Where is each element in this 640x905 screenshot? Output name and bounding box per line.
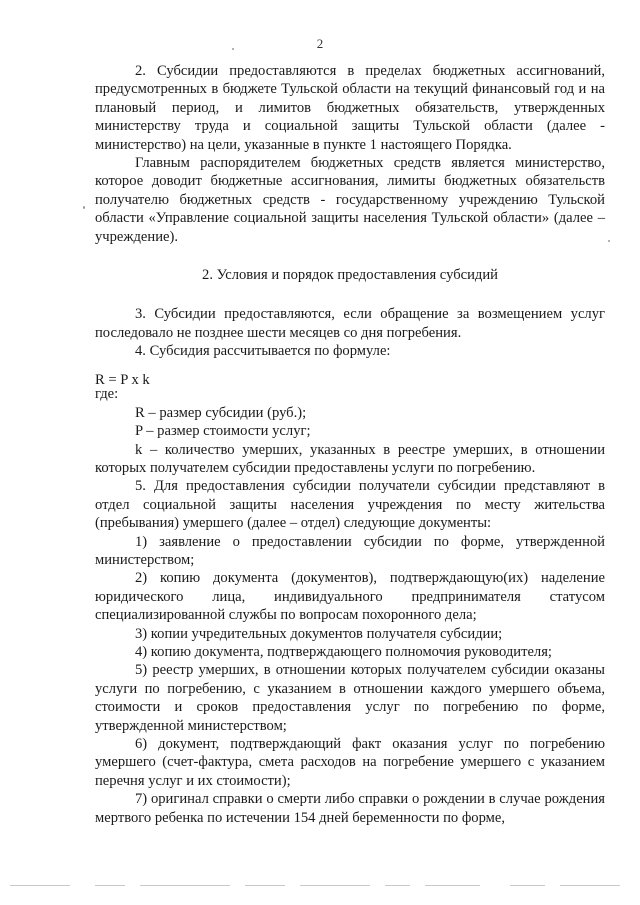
- document-item-3: 3) копии учредительных документов получателя субсидии;: [135, 625, 503, 642]
- formula: R = P x k: [95, 371, 150, 388]
- paragraph-5: 5. Для предоставления субсидии получатели субсидии представляют в отдел социальной защиты населения учреждения по месту жительства (пребывания) умершего (далее – отдел) следующие документы:: [95, 478, 605, 532]
- section-heading: 2. Условия и порядок предоставления субсидий: [202, 267, 498, 284]
- definition-p: P – размер стоимости услуг;: [135, 423, 311, 440]
- document-body: [95, 62, 605, 827]
- paragraph-2: 2. Субсидии предоставляются в пределах бюджетных ассигнований, предусмотренных в бюджете Тульской области на текущий финансовый год и на плановый период, и лимитов бюджетных обязательств, утвержденных министерству труда и социальной защиты Тульской области (далее - министерство) на цели, указанные в пункте 1 настоящего Порядка.: [95, 63, 605, 153]
- document-item-1: 1) заявление о предоставлении субсидии по форме, утвержденной министерством;: [95, 533, 605, 568]
- definition-r: R – размер субсидии (руб.);: [135, 404, 307, 421]
- scan-speck: [608, 240, 610, 242]
- scan-speck: [83, 206, 85, 209]
- definition-k: k – количество умерших, указанных в реестре умерших, в отношении которых получателем субсидии предоставлены услуги по погребению.: [95, 441, 605, 476]
- formula-where: где:: [95, 385, 119, 402]
- document-item-7: 7) оригинал справки о смерти либо справки о рождении в случае рождения мертвого ребенка по истечении 154 дней беременности по форме,: [95, 791, 605, 826]
- paragraph-4: 4. Субсидия рассчитывается по формуле:: [135, 343, 391, 360]
- scan-footer-artifacts: [0, 883, 640, 889]
- page-number: 2: [316, 36, 324, 51]
- paragraph-3: 3. Субсидии предоставляются, если обращение за возмещением услуг последовало не позднее шести месяцев со дня погребения.: [95, 306, 605, 341]
- document-item-2: 2) копию документа (документов), подтверждающую(их) наделение юридического лица, индивидуального предпринимателя статусом специализированной службы по вопросам похоронного дела;: [95, 570, 605, 624]
- paragraph-chief-manager: Главным распорядителем бюджетных средств является министерство, которое доводит бюджетные ассигнования, лимиты бюджетных обязательств получателю бюджетных средств - государственному учреждению Тульской области «Управление социальной защиты населения Тульской области» (далее – учреждение).: [95, 155, 605, 245]
- document-item-6: 6) документ, подтверждающий факт оказания услуг по погребению умершего (счет-фактура, смета расходов на погребение умершего с указанием перечня услуг и их стоимости);: [95, 736, 605, 789]
- document-item-4: 4) копию документа, подтверждающего полномочия руководителя;: [135, 643, 552, 660]
- scan-speck: [232, 48, 234, 50]
- document-item-5: 5) реестр умерших, в отношении которых получателем субсидии оказаны услуги по погребению, с указанием в отношении каждого умершего объема, стоимости и сроков предоставления услуг по погребению по форме, утвержденной министерством;: [95, 662, 605, 734]
